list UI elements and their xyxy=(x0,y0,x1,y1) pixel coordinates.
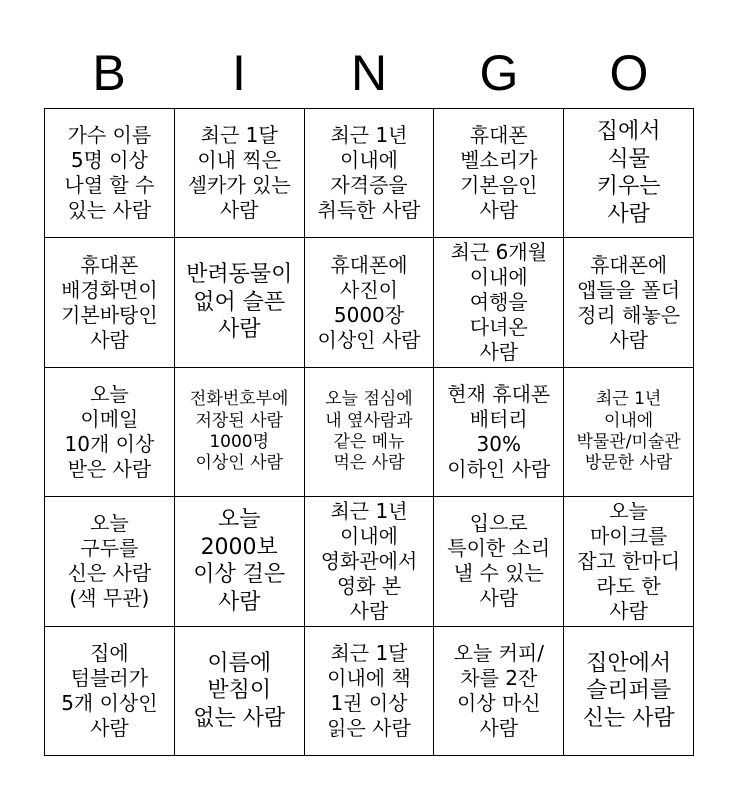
cell-text: 최근 1달 이내에 책 1권 이상 읽은 사람 xyxy=(327,640,411,740)
cell-text: 집안에서 슬리퍼를 신는 사람 xyxy=(582,650,675,731)
bingo-cell-18[interactable] xyxy=(305,497,435,626)
cell-text: 최근 1년 이내에 박물관/미술관 방문한 사람 xyxy=(576,389,681,474)
bingo-cell-23[interactable] xyxy=(305,627,435,756)
cell-text: 집에서 식물 키우는 사람 xyxy=(596,119,661,227)
cell-text: 휴대폰에 앱들을 폴더 정리 해놓은 사람 xyxy=(577,252,681,352)
bingo-cell-14[interactable] xyxy=(434,368,564,497)
cell-text: 최근 1년 이내에 영화관에서 영화 본 사람 xyxy=(320,498,418,623)
bingo-cell-9[interactable] xyxy=(434,238,564,367)
header-letter-n: N xyxy=(350,45,388,101)
bingo-cell-11[interactable] xyxy=(45,368,175,497)
cell-text: 오늘 마이크를 잡고 한마디 라도 한 사람 xyxy=(577,498,681,623)
bingo-cell-19[interactable] xyxy=(434,497,564,626)
cell-text: 가수 이름 5명 이상 나열 할 수 있는 사람 xyxy=(64,123,155,223)
header-letter-o: O xyxy=(609,45,649,101)
cell-text: 휴대폰 벨소리가 기본음인 사람 xyxy=(460,123,538,223)
bingo-cell-1[interactable] xyxy=(45,109,175,238)
bingo-cell-21[interactable] xyxy=(45,627,175,756)
bingo-cell-25[interactable] xyxy=(564,627,694,756)
bingo-cell-2[interactable] xyxy=(175,109,305,238)
bingo-cell-7[interactable] xyxy=(175,238,305,367)
bingo-cell-12[interactable] xyxy=(175,368,305,497)
cell-text: 이름에 받침이 없는 사람 xyxy=(193,650,286,731)
cell-text: 최근 1달 이내 찍은 셀카가 있는 사람 xyxy=(187,123,291,223)
cell-text: 오늘 점심에 내 옆사람과 같은 메뉴 먹은 사람 xyxy=(325,389,413,474)
bingo-cell-4[interactable] xyxy=(434,109,564,238)
bingo-board xyxy=(44,108,694,756)
bingo-cell-17[interactable] xyxy=(175,497,305,626)
bingo-cell-22[interactable] xyxy=(175,627,305,756)
header-letter-g: G xyxy=(479,45,519,101)
bingo-cell-24[interactable] xyxy=(434,627,564,756)
cell-text: 오늘 커피/차를 2잔 이상 마신 사람 xyxy=(453,640,544,740)
cell-text: 반려동물이 없어 슬픈 사람 xyxy=(186,262,293,343)
cell-text: 최근 6개월 이내에 여행을 다녀온 사람 xyxy=(450,240,547,365)
bingo-cell-13[interactable] xyxy=(305,368,435,497)
cell-text: 휴대폰 배경화면이 기본바탕인 사람 xyxy=(61,252,158,352)
bingo-header xyxy=(44,38,694,108)
cell-text: 최근 1년 이내에 자격증을 취득한 사람 xyxy=(317,123,421,223)
bingo-cell-6[interactable] xyxy=(45,238,175,367)
header-letter-b: B xyxy=(92,45,126,101)
bingo-cell-20[interactable] xyxy=(564,497,694,626)
cell-text: 전화번호부에 저장된 사람 1000명 이상인 사람 xyxy=(189,389,289,474)
bingo-cell-8[interactable] xyxy=(305,238,435,367)
cell-text: 입으로 특이한 소리 낼 수 있는 사람 xyxy=(447,511,551,611)
cell-text: 오늘 구두를 신은 사람 (색 무관) xyxy=(67,511,152,611)
header-letter-i: I xyxy=(232,45,246,101)
bingo-cell-15[interactable] xyxy=(564,368,694,497)
bingo-cell-16[interactable] xyxy=(45,497,175,626)
cell-text: 오늘 이메일 10개 이상 받은 사람 xyxy=(64,381,155,481)
cell-text: 현재 휴대폰 배터리 30% 이하인 사람 xyxy=(447,381,551,481)
cell-text: 휴대폰에 사진이 5000장 이상인 사람 xyxy=(317,252,421,352)
bingo-cell-3[interactable] xyxy=(305,109,435,238)
cell-text: 오늘 2000보 이상 걸은 사람 xyxy=(193,507,286,615)
cell-text: 집에 텀블러가 5개 이상인 사람 xyxy=(61,640,158,740)
bingo-cell-5[interactable] xyxy=(564,109,694,238)
bingo-cell-10[interactable] xyxy=(564,238,694,367)
